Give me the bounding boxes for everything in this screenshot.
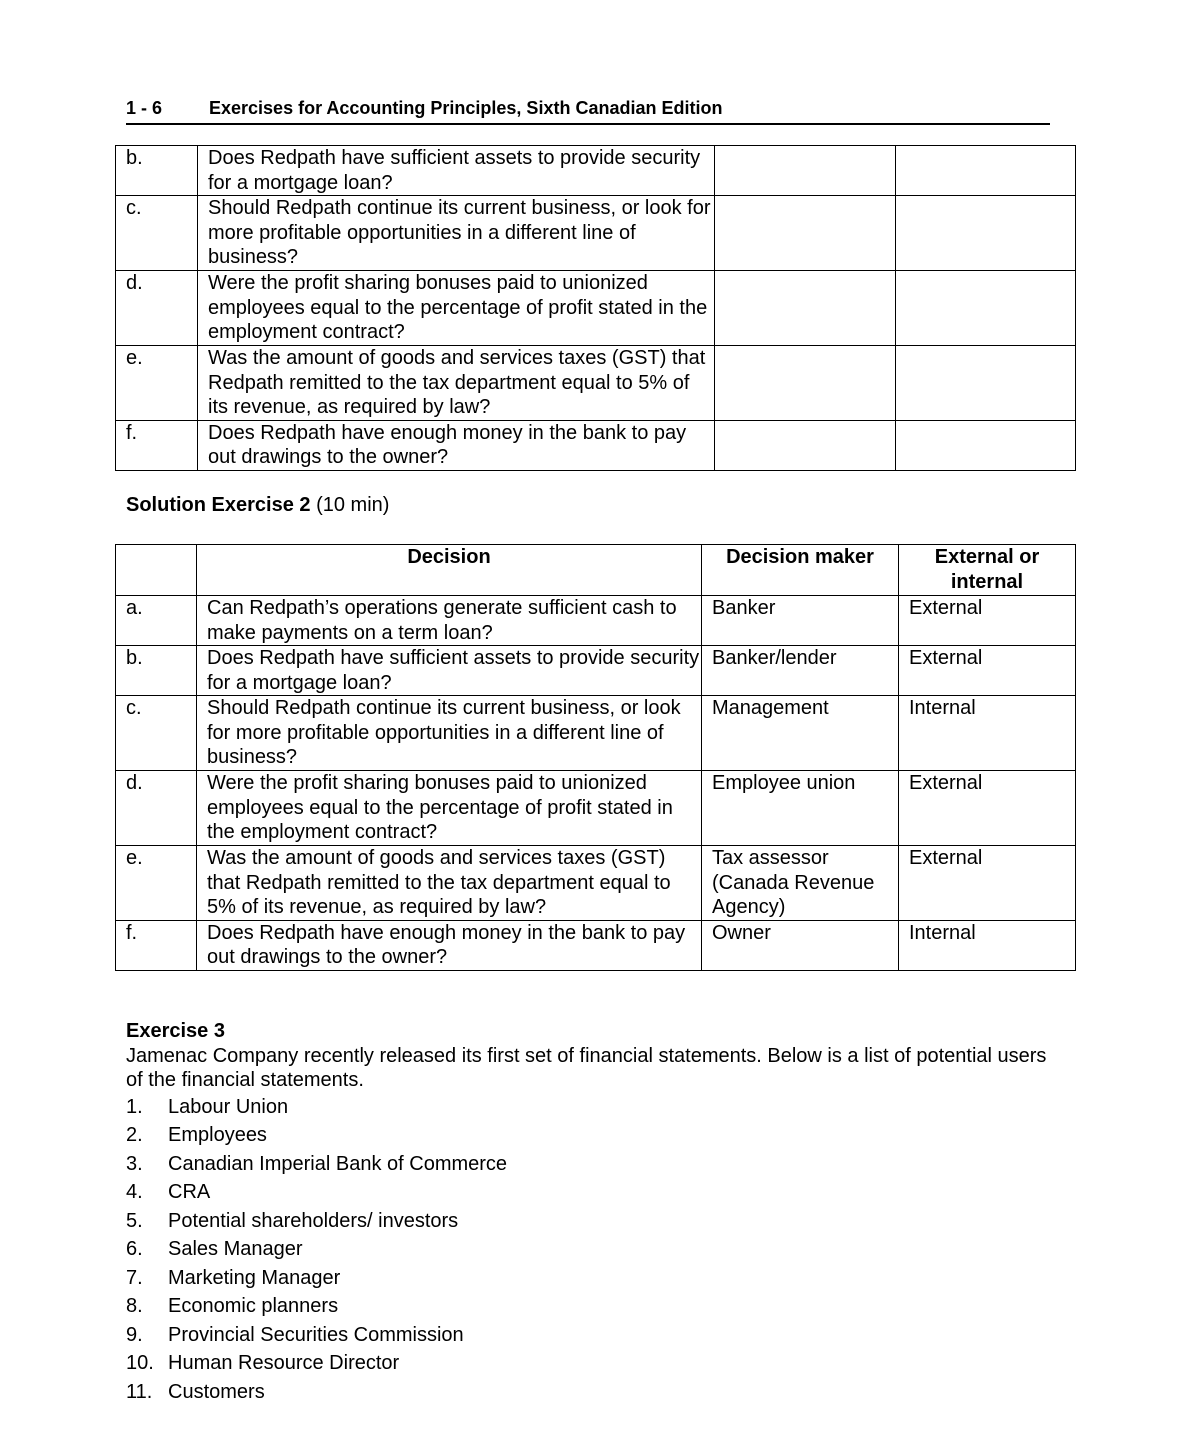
list-item	[126, 1321, 1066, 1350]
item-number: 5.	[126, 1209, 143, 1232]
row-letter: c.	[116, 196, 198, 271]
table-row	[116, 196, 1076, 271]
exercise2-table	[115, 145, 1076, 471]
decision-maker-cell: Banker	[702, 596, 899, 646]
ext-int-cell: External	[899, 596, 1076, 646]
item-label: CRA	[168, 1181, 211, 1203]
row-letter: e.	[116, 846, 197, 921]
book-title: Exercises for Accounting Principles, Sixth Canadian Edition	[209, 98, 723, 118]
list-item	[126, 1178, 1066, 1207]
decision-question: Does Redpath have enough money in the bank to pay out drawings to the owner?	[198, 420, 715, 470]
list-item	[126, 1264, 1066, 1293]
decision-header: Decision	[197, 545, 702, 596]
list-item	[126, 1378, 1066, 1407]
decision-cell: Does Redpath have sufficient assets to provide security for a mortgage loan?	[197, 646, 702, 696]
solution-exercise-2-title	[126, 494, 389, 517]
table-row	[116, 846, 1076, 921]
table-row	[116, 696, 1076, 771]
blank-ext-int-cell	[896, 420, 1076, 470]
row-letter: e.	[116, 346, 198, 421]
row-letter: d.	[116, 771, 197, 846]
list-item	[126, 1292, 1066, 1321]
item-label: Marketing Manager	[168, 1266, 341, 1289]
blank-ext-int-cell	[896, 146, 1076, 196]
item-label: Customers	[168, 1380, 265, 1403]
ext-int-cell: External	[899, 846, 1076, 921]
exercise-3-intro: Jamenac Company recently released its first set of financial statements. Below is a list of potential users of the financial statements.	[126, 1044, 1047, 1091]
item-number: 3.	[126, 1152, 143, 1175]
decision-maker-cell: Employee union	[702, 771, 899, 846]
table-row	[116, 420, 1076, 470]
blank-decision-maker-cell	[715, 271, 896, 346]
list-item	[126, 1235, 1066, 1264]
decision-cell: Were the profit sharing bonuses paid to unionized employees equal to the percentage of profit stated in the employment contract?	[197, 771, 702, 846]
row-letter: c.	[116, 696, 197, 771]
decision-cell: Was the amount of goods and services taxes (GST) that Redpath remitted to the tax department equal to 5% of its revenue, as required by law?	[197, 846, 702, 921]
item-label: Canadian Imperial Bank of Commerce	[168, 1152, 508, 1175]
item-number: 4.	[126, 1181, 143, 1203]
decision-question: Does Redpath have sufficient assets to provide security for a mortgage loan?	[198, 146, 715, 196]
blank-ext-int-cell	[896, 196, 1076, 271]
decision-cell: Can Redpath’s operations generate sufficient cash to make payments on a term loan?	[197, 596, 702, 646]
list-item	[126, 1150, 1066, 1179]
decision-maker-cell: Owner	[702, 920, 899, 970]
blank-header-cell	[116, 545, 197, 596]
decision-question: Was the amount of goods and services taxes (GST) that Redpath remitted to the tax department equal to 5% of its revenue, as required by law?	[198, 346, 715, 421]
decision-maker-header: Decision maker	[702, 545, 899, 596]
item-number: 1.	[126, 1095, 143, 1118]
row-letter: f.	[116, 420, 198, 470]
table-row	[116, 596, 1076, 646]
blank-ext-int-cell	[896, 271, 1076, 346]
item-number: 10.	[126, 1352, 154, 1374]
list-item	[126, 1349, 1066, 1378]
users-list	[126, 1093, 1066, 1407]
decision-maker-cell: Tax assessor (Canada Revenue Agency)	[702, 846, 899, 921]
item-number: 7.	[126, 1266, 143, 1289]
exercise-3-title: Exercise 3	[126, 1020, 225, 1042]
list-item	[126, 1207, 1066, 1236]
table-row	[116, 346, 1076, 421]
list-item	[126, 1093, 1066, 1122]
row-letter: b.	[116, 146, 198, 196]
page-number: 1 - 6	[126, 98, 163, 118]
item-number: 8.	[126, 1295, 143, 1317]
solution-time: (10 min)	[316, 494, 390, 516]
ext-int-header: External or internal	[899, 545, 1076, 596]
blank-decision-maker-cell	[715, 146, 896, 196]
item-number: 11.	[126, 1380, 153, 1403]
exercise-3	[126, 1019, 1066, 1406]
row-letter: f.	[116, 920, 197, 970]
table-row	[116, 146, 1076, 196]
table-row	[116, 920, 1076, 970]
blank-decision-maker-cell	[715, 420, 896, 470]
item-number: 6.	[126, 1238, 143, 1260]
item-label: Economic planners	[168, 1295, 339, 1317]
list-item	[126, 1121, 1066, 1150]
ext-int-cell: Internal	[899, 696, 1076, 771]
decision-cell: Should Redpath continue its current business, or look for more profitable opportunities in a different line of business?	[197, 696, 702, 771]
item-label: Sales Manager	[168, 1238, 303, 1260]
item-label: Labour Union	[168, 1095, 289, 1118]
item-label: Human Resource Director	[168, 1352, 400, 1374]
blank-decision-maker-cell	[715, 196, 896, 271]
decision-maker-cell: Management	[702, 696, 899, 771]
item-label: Provincial Securities Commission	[168, 1323, 464, 1346]
decision-question: Should Redpath continue its current business, or look for more profitable opportunities in a different line of business?	[198, 196, 715, 271]
decision-cell: Does Redpath have enough money in the bank to pay out drawings to the owner?	[197, 920, 702, 970]
row-letter: d.	[116, 271, 198, 346]
decision-maker-cell: Banker/lender	[702, 646, 899, 696]
ext-int-cell: External	[899, 771, 1076, 846]
item-number: 2.	[126, 1124, 143, 1146]
table-row	[116, 646, 1076, 696]
blank-decision-maker-cell	[715, 346, 896, 421]
ext-int-cell: External	[899, 646, 1076, 696]
row-letter: a.	[116, 596, 197, 646]
solution-title-bold: Solution Exercise 2	[126, 494, 311, 516]
row-letter: b.	[116, 646, 197, 696]
ext-int-cell: Internal	[899, 920, 1076, 970]
table-header-row	[116, 545, 1076, 596]
table-row	[116, 271, 1076, 346]
item-label: Employees	[168, 1124, 267, 1146]
page-header	[126, 98, 1050, 125]
decision-question: Were the profit sharing bonuses paid to unionized employees equal to the percentage of profit stated in the employment contract?	[198, 271, 715, 346]
item-label: Potential shareholders/ investors	[168, 1209, 459, 1232]
table-row	[116, 771, 1076, 846]
item-number: 9.	[126, 1323, 143, 1346]
solution-table	[115, 544, 1076, 971]
blank-ext-int-cell	[896, 346, 1076, 421]
